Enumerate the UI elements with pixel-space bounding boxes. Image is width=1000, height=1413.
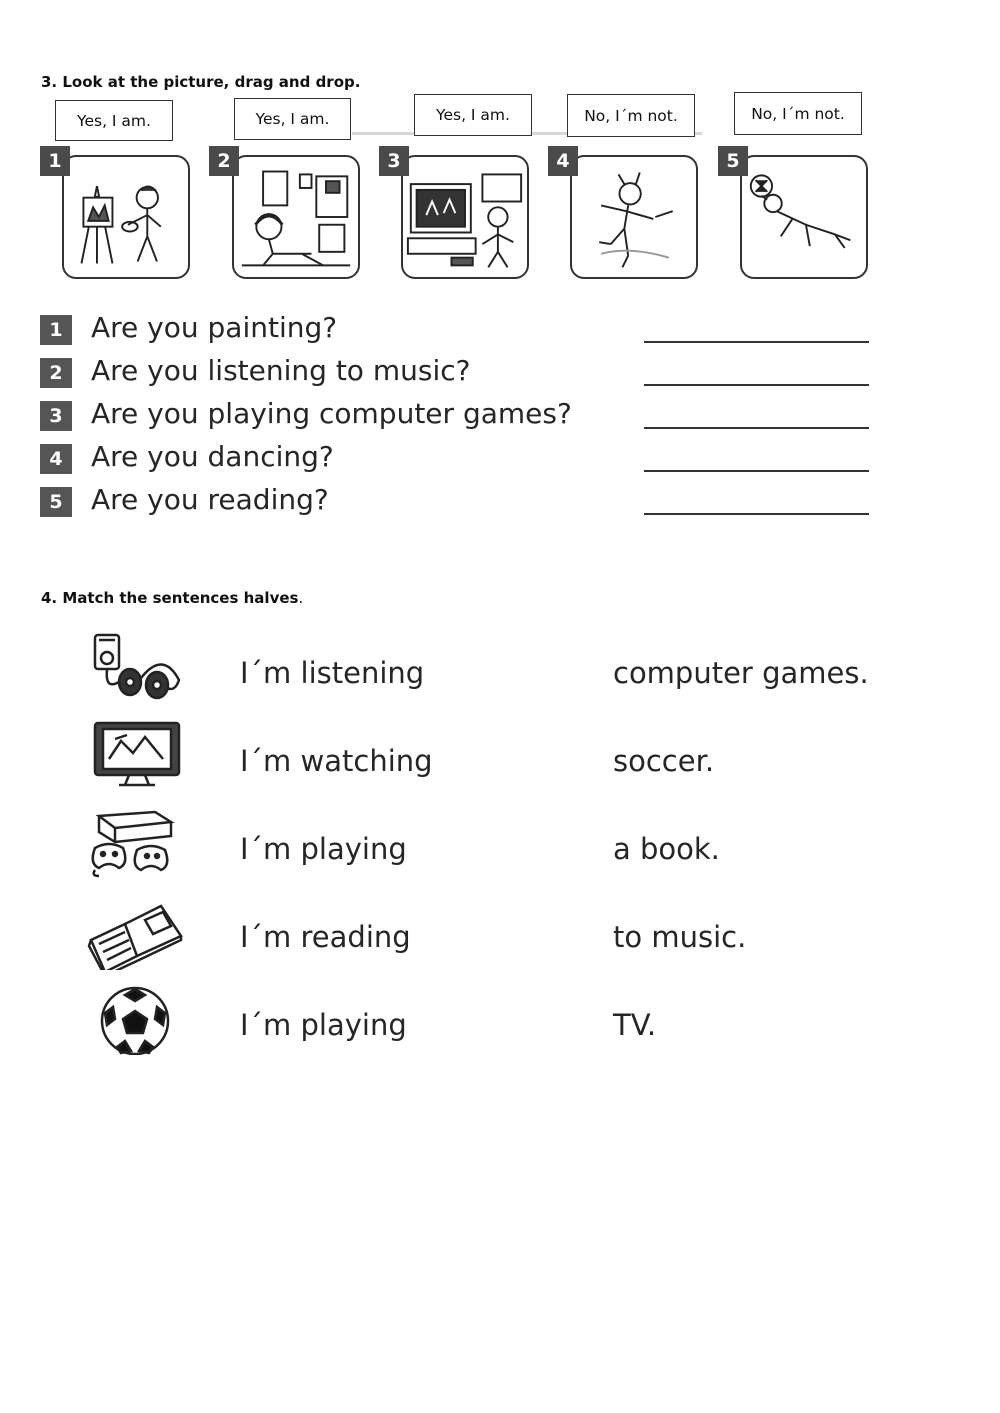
question-row <box>40 311 880 351</box>
section-4-heading-text: 4. Match the sentences halves <box>41 589 299 607</box>
answer-box[interactable]: Yes, I am. <box>234 98 351 140</box>
question-number: 2 <box>40 358 72 388</box>
question-row <box>40 440 880 480</box>
match-right-phrase[interactable]: a book. <box>613 832 720 866</box>
answer-drop-zone[interactable] <box>644 427 869 429</box>
match-right-phrase[interactable]: to music. <box>613 920 747 954</box>
match-left-phrase[interactable]: I´m reading <box>240 920 411 954</box>
answer-box[interactable]: No, I´m not. <box>734 92 862 135</box>
question-text: Are you painting? <box>91 311 338 344</box>
television-icon <box>85 719 185 789</box>
question-number: 4 <box>40 444 72 474</box>
match-left-phrase[interactable]: I´m listening <box>240 656 425 690</box>
answer-drop-zone[interactable] <box>644 513 869 515</box>
question-row <box>40 354 880 394</box>
answer-drop-zone[interactable] <box>644 341 869 343</box>
picture-4-number: 4 <box>548 146 578 176</box>
listening-music-icon <box>234 157 358 277</box>
answer-drop-zone[interactable] <box>644 470 869 472</box>
computer-games-icon <box>403 157 527 277</box>
question-number: 1 <box>40 315 72 345</box>
question-number: 3 <box>40 401 72 431</box>
soccer-ball-icon <box>85 985 185 1055</box>
picture-5-reading <box>740 155 868 279</box>
picture-1-painting <box>62 155 190 279</box>
headphones-icon <box>85 630 185 700</box>
picture-2-number: 2 <box>209 146 239 176</box>
match-left-phrase[interactable]: I´m playing <box>240 832 407 866</box>
question-number: 5 <box>40 487 72 517</box>
section-3-heading: 3. Look at the picture, drag and drop. <box>41 73 361 91</box>
picture-4-dancing <box>570 155 698 279</box>
section-4-heading-period: . <box>298 589 304 607</box>
picture-3-number: 3 <box>379 146 409 176</box>
answer-drop-zone[interactable] <box>644 384 869 386</box>
question-text: Are you dancing? <box>91 440 334 473</box>
answer-box[interactable]: Yes, I am. <box>55 100 173 141</box>
match-right-phrase[interactable]: soccer. <box>613 744 715 778</box>
match-left-phrase[interactable]: I´m playing <box>240 1008 407 1042</box>
question-text: Are you listening to music? <box>91 354 471 387</box>
dancing-icon <box>572 157 696 277</box>
answer-box[interactable]: Yes, I am. <box>414 94 532 136</box>
match-right-phrase[interactable]: TV. <box>613 1008 657 1042</box>
question-row <box>40 483 880 523</box>
picture-3-computer-games <box>401 155 529 279</box>
picture-1-number: 1 <box>40 146 70 176</box>
picture-2-listening <box>232 155 360 279</box>
section-4-heading <box>41 589 303 607</box>
question-text: Are you playing computer games? <box>91 397 572 430</box>
game-console-icon <box>85 808 185 878</box>
picture-5-number: 5 <box>718 146 748 176</box>
painting-icon <box>64 157 188 277</box>
match-right-phrase[interactable]: computer games. <box>613 656 869 690</box>
question-text: Are you reading? <box>91 483 329 516</box>
question-row <box>40 397 880 437</box>
reading-icon <box>742 157 866 277</box>
answer-box[interactable]: No, I´m not. <box>567 94 695 137</box>
match-left-phrase[interactable]: I´m watching <box>240 744 433 778</box>
open-book-icon <box>85 900 185 970</box>
